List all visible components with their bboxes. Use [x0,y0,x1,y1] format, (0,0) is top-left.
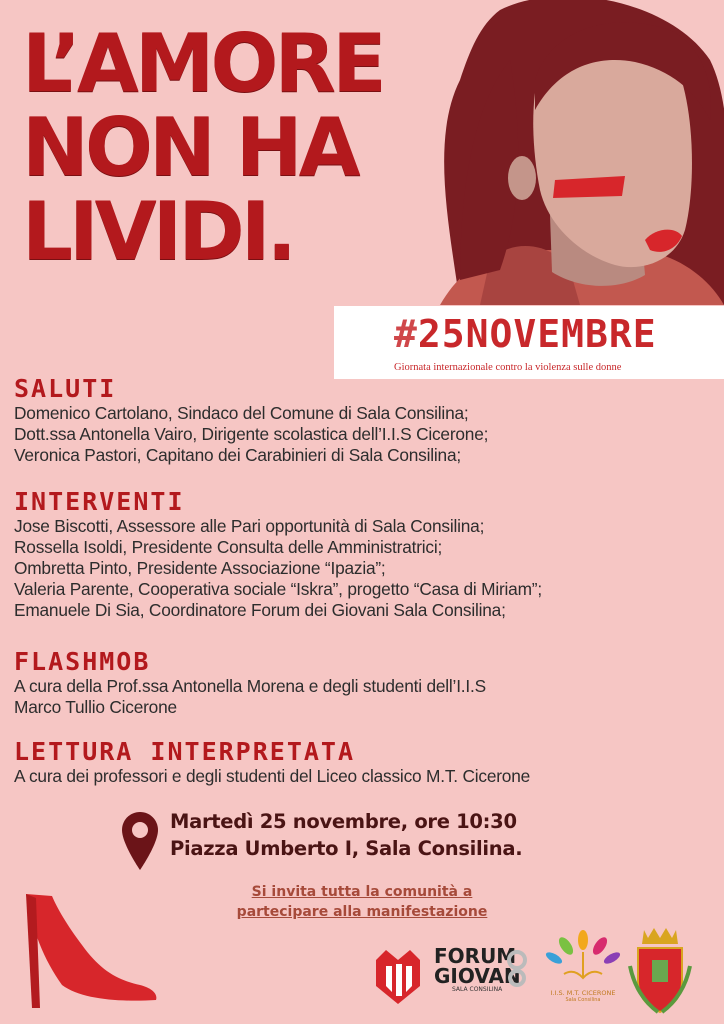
flashmob-line-2: Marco Tullio Cicerone [14,697,177,717]
headline-line-1: L’AMORE [22,17,383,110]
event-info [124,808,522,862]
forum-logo-line-1: FORUM [434,944,517,968]
interventi-line-2: Rossella Isoldi, Presidente Consulta delle Amministratrici; [14,537,443,557]
headline [22,17,383,278]
saluti-line-1: Domenico Cartolano, Sindaco del Comune di Sala Consilina; [14,403,469,423]
invitation-line-1: Si invita tutta la comunità a [251,884,473,900]
interventi-line-3: Ombretta Pinto, Presidente Associazione “Ipazia”; [14,558,386,578]
sponsor-logos [366,924,696,1014]
iis-cicerone-logo [544,928,622,1014]
hashtag-subtitle: Giornata internazionale contro la violenza sulle donne [394,362,622,373]
municipal-coat-of-arms-icon [628,926,692,1014]
interventi-line-1: Jose Biscotti, Assessore alle Pari opportunità di Sala Consilina; [14,516,485,536]
forum-giovani-logo [434,946,544,1008]
section-title: INTERVENTI [14,487,185,516]
section-title: LETTURA INTERPRETATA [14,737,356,766]
section-saluti [14,375,488,466]
location-pin-icon [122,812,158,872]
iis-logo-line-1: I.I.S. M.T. CICERONE [550,989,616,997]
section-title: FLASHMOB [14,647,151,676]
hashtag-symbol: # [394,312,418,356]
forum-logo-subtitle: SALA CONSILINA [452,986,503,993]
red-high-heel-shoe-icon [22,890,162,1010]
event-place: Piazza Umberto I, Sala Consilina. [170,837,523,860]
interventi-line-5: Emanuele Di Sia, Coordinatore Forum dei Giovani Sala Consilina; [14,600,506,620]
leaves-book-icon [544,928,622,984]
flashmob-line-1: A cura della Prof.ssa Antonella Morena e degli studenti dell’I.I.S [14,676,486,696]
saluti-line-2: Dott.ssa Antonella Vairo, Dirigente scolastica dell’I.I.S Cicerone; [14,424,489,444]
invitation-line-2: partecipare alla manifestazione [236,904,488,920]
forum-logo-line-2: GIOVAN [434,964,521,988]
saluti-line-3: Veronica Pastori, Capitano dei Carabinieri di Sala Consilina; [14,445,461,465]
event-date-time: Martedì 25 novembre, ore 10:30 [170,810,517,833]
hashtag-title [394,312,657,356]
section-flashmob [14,648,486,718]
interventi-line-4: Valeria Parente, Cooperativa sociale “Iskra”, progetto “Casa di Miriam”; [14,579,542,599]
hashtag-text: 25NOVEMBRE [417,312,657,356]
forum-ring-icon [506,948,528,988]
section-title: SALUTI [14,374,117,403]
headline-line-3: LIVIDI. [22,185,293,278]
comune-logo-icon [372,946,424,1006]
woman-portrait-illustration [440,0,724,305]
lettura-line-1: A cura dei professori e degli studenti del Liceo classico M.T. Cicerone [14,766,531,786]
headline-line-2: NON HA [22,101,357,194]
section-interventi [14,488,542,621]
hashtag-banner [334,306,724,379]
section-lettura [14,738,530,787]
iis-logo-line-2: Sala Consilina [565,997,601,1003]
